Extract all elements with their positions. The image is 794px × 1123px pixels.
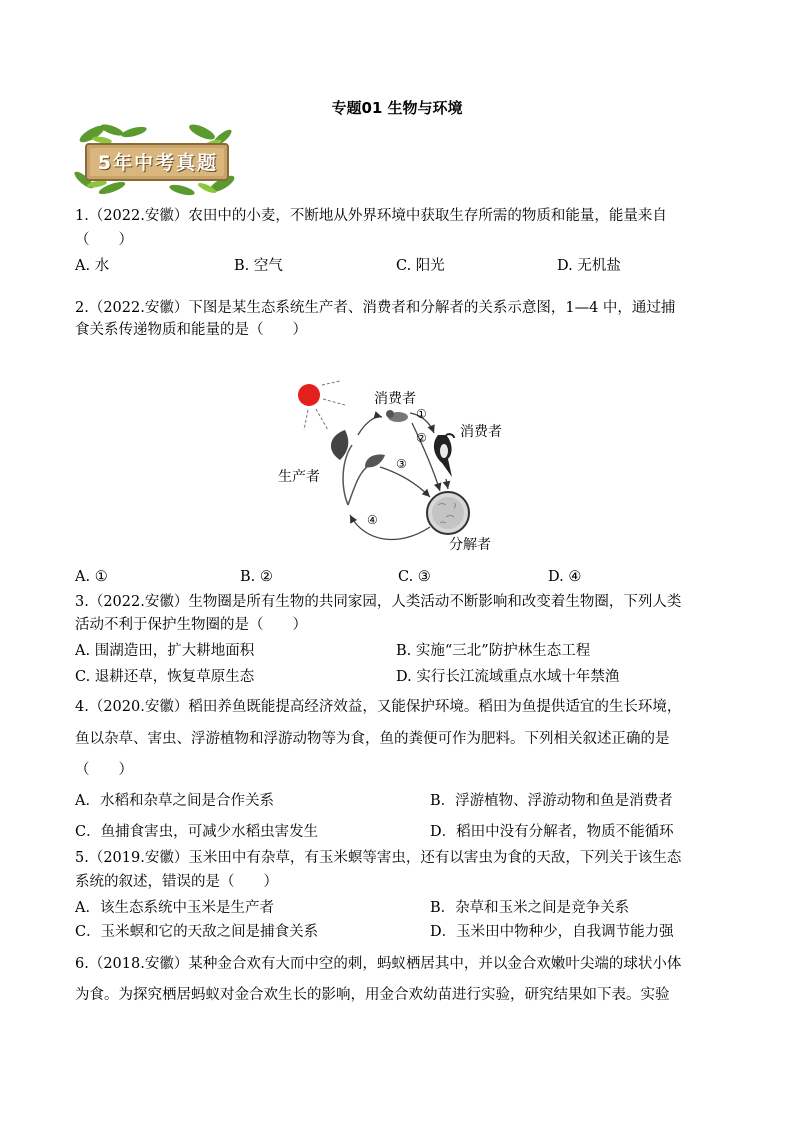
label-decomposer: 分解者 xyxy=(449,537,491,553)
q1-option-d: D. 无机盐 xyxy=(557,258,621,274)
q2-option-b: B. ② xyxy=(240,569,273,585)
plant-icon xyxy=(331,430,385,505)
question-3-line-2: 活动不利于保护生物圈的是（ ） xyxy=(75,617,307,633)
q3-option-b: B. 实施“三北”防护林生态工程 xyxy=(396,643,591,659)
q2-option-a: A. ① xyxy=(75,569,108,585)
label-consumer-top: 消费者 xyxy=(374,391,416,407)
question-2-line-1: 2.（2022.安徽）下图是某生态系统生产者、消费者和分解者的关系示意图，1—4 中，通过捕 xyxy=(75,300,676,316)
question-1-line-2: （ ） xyxy=(75,232,133,248)
q4-option-b: B．浮游植物、浮游动物和鱼是消费者 xyxy=(430,793,673,809)
page-title: 专题01 生物与环境 xyxy=(331,99,463,117)
q1-option-c: C. 阳光 xyxy=(396,258,445,274)
question-4-line-3: （ ） xyxy=(75,762,133,778)
q3-option-a: A. 围湖造田，扩大耕地面积 xyxy=(75,643,255,659)
q5-option-a: A．该生态系统中玉米是生产者 xyxy=(75,900,274,916)
question-3-line-1: 3.（2022.安徽）生物圈是所有生物的共同家园，人类活动不断影响和改变着生物圈，下列人类 xyxy=(75,594,682,610)
arrow-label-3: ③ xyxy=(396,457,407,471)
arrow-label-4: ④ xyxy=(367,513,378,527)
question-6-line-1: 6.（2018.安徽）某种金合欢有大而中空的刺，蚂蚁栖居其中，并以金合欢嫩叶尖端的球状小体 xyxy=(75,956,682,972)
question-5-line-1: 5.（2019.安徽）玉米田中有杂草，有玉米螟等害虫，还有以害虫为食的天敌，下列关于该生态 xyxy=(75,850,682,866)
decomposer-icon xyxy=(427,492,469,534)
arrow-label-2: ② xyxy=(416,431,427,445)
arrow-label-1: ① xyxy=(416,407,427,421)
q5-option-b: B．杂草和玉米之间是竞争关系 xyxy=(430,900,630,916)
q3-option-c: C. 退耕还草，恢复草原生态 xyxy=(75,669,255,685)
question-5-line-2: 系统的叙述，错误的是（ ） xyxy=(75,874,278,890)
badge-label: 5年中考真题 xyxy=(97,152,219,174)
caterpillar-icon xyxy=(386,410,408,422)
question-6-line-2: 为食。为探究栖居蚂蚁对金合欢生长的影响，用金合欢幼苗进行实验，研究结果如下表。实验 xyxy=(75,987,670,1003)
q1-option-b: B. 空气 xyxy=(234,258,283,274)
q5-option-d: D．玉米田中物种少，自我调节能力强 xyxy=(430,924,674,940)
q4-option-d: D．稻田中没有分解者，物质不能循环 xyxy=(430,824,674,840)
question-4-line-2: 鱼以杂草、害虫、浮游植物和浮游动物等为食，鱼的粪便可作为肥料。下列相关叙述正确的是 xyxy=(75,731,670,747)
bird-icon xyxy=(434,434,454,477)
ecosystem-diagram xyxy=(270,375,510,560)
question-1-line-1: 1.（2022.安徽）农田中的小麦，不断地从外界环境中获取生存所需的物质和能量，能量来自 xyxy=(75,208,667,224)
q2-option-c: C. ③ xyxy=(398,569,431,585)
q4-option-a: A．水稻和杂草之间是合作关系 xyxy=(75,793,274,809)
label-producer: 生产者 xyxy=(278,469,320,485)
question-4-line-1: 4.（2020.安徽）稻田养鱼既能提高经济效益，又能保护环境。稻田为鱼提供适宜的生长环境， xyxy=(75,699,682,715)
q5-option-c: C．玉米螟和它的天敌之间是捕食关系 xyxy=(75,924,319,940)
q1-option-a: A. 水 xyxy=(75,258,110,274)
q2-option-d: D. ④ xyxy=(548,569,582,585)
section-badge xyxy=(72,122,240,200)
question-2-line-2: 食关系传递物质和能量的是（ ） xyxy=(75,322,307,338)
q4-option-c: C．鱼捕食害虫，可减少水稻虫害发生 xyxy=(75,824,319,840)
label-consumer-right: 消费者 xyxy=(460,424,502,440)
sun-icon xyxy=(298,384,320,406)
q3-option-d: D. 实行长江流域重点水域十年禁渔 xyxy=(396,669,620,685)
